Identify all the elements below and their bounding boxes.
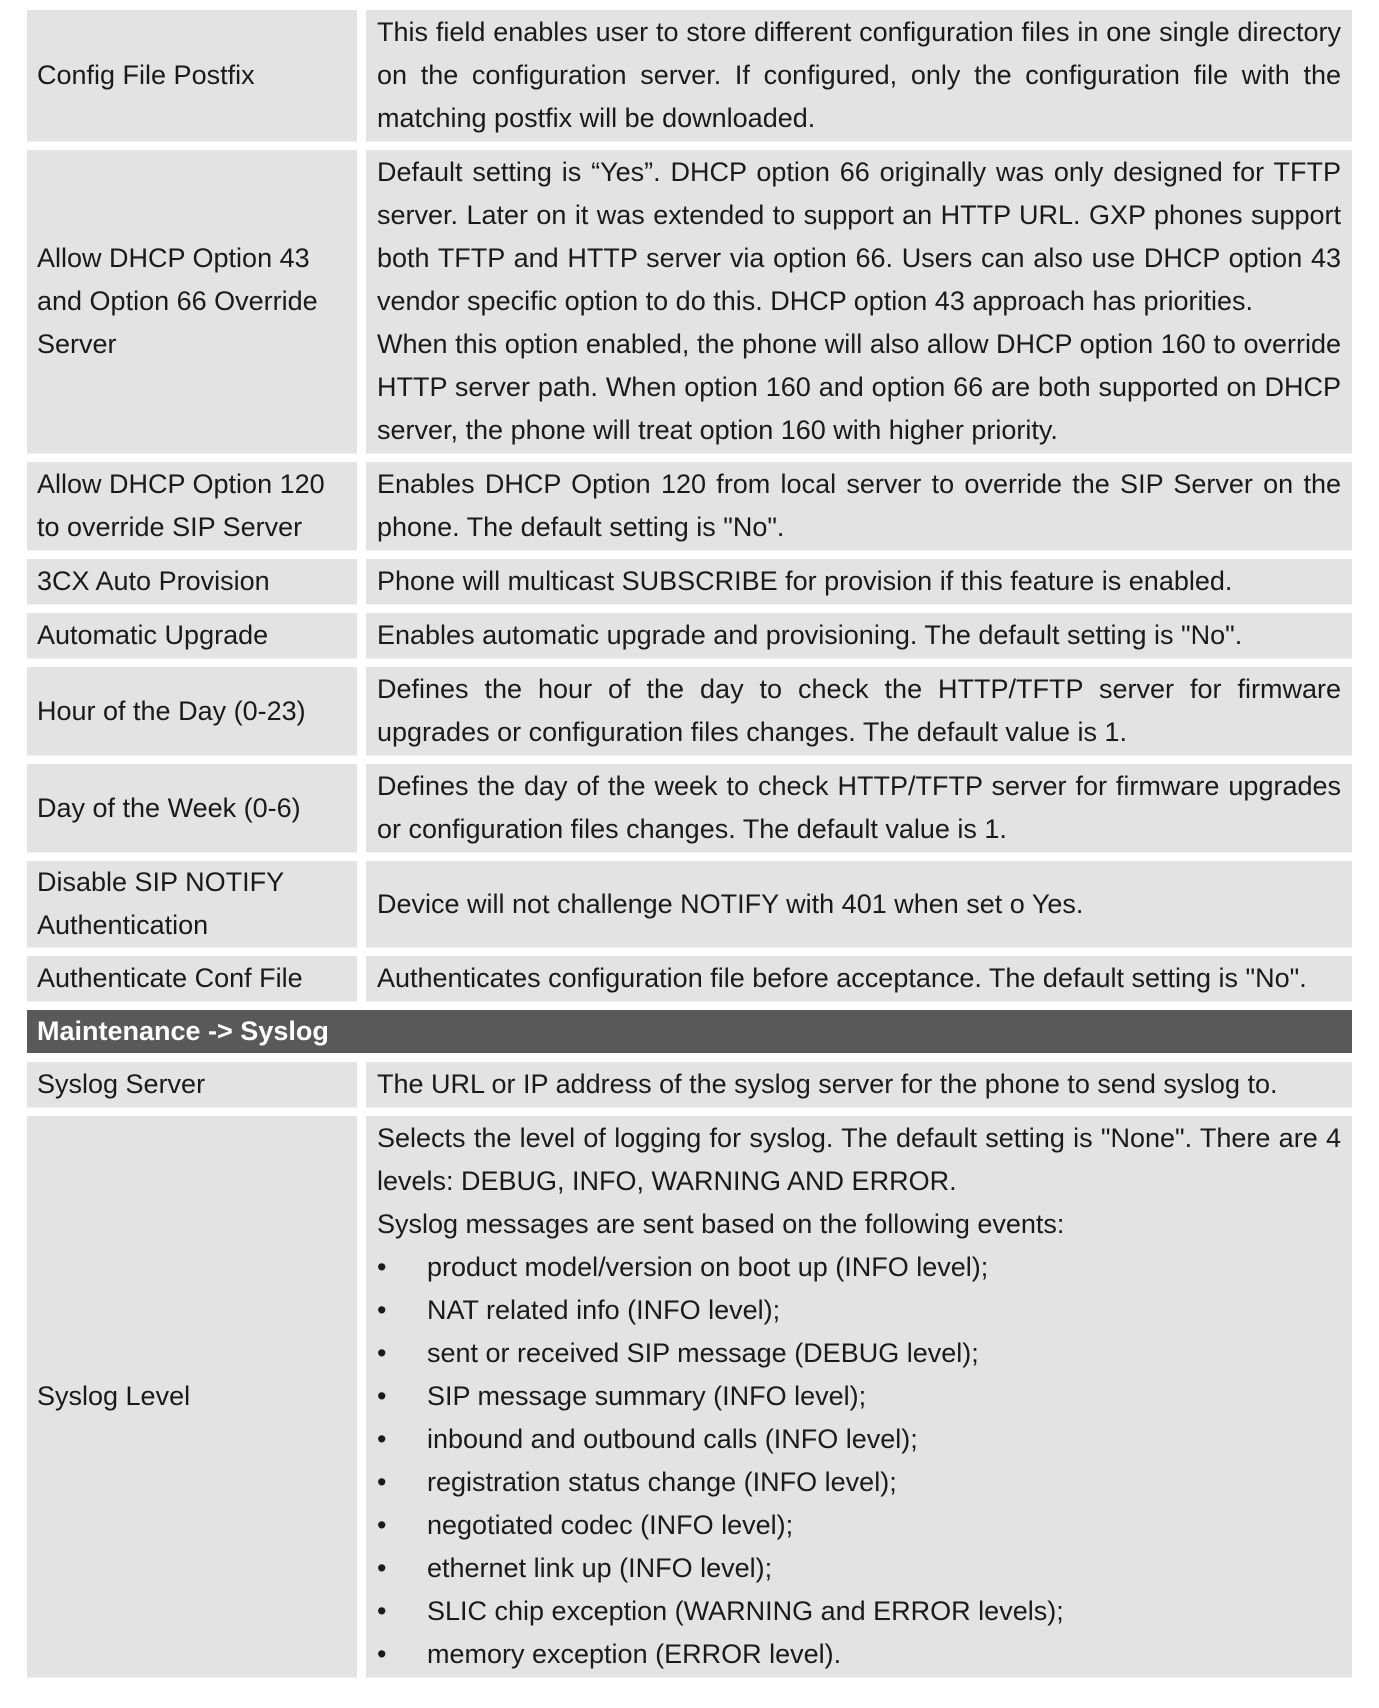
list-item: • product model/version on boot up (INFO level);: [377, 1246, 1341, 1289]
list-item: • sent or received SIP message (DEBUG level);: [377, 1332, 1341, 1375]
table-row: [27, 613, 1352, 658]
row-label: Day of the Week (0-6): [27, 764, 357, 852]
bullet-icon: •: [377, 1553, 387, 1583]
row-label: Syslog Server: [27, 1062, 357, 1107]
syslog-events-intro: Syslog messages are sent based on the following events:: [377, 1209, 1065, 1239]
section-header: Maintenance -> Syslog: [27, 1010, 1352, 1053]
list-item: • registration status change (INFO level);: [377, 1461, 1341, 1504]
row-description: Authenticates configuration file before acceptance. The default setting is "No".: [366, 956, 1352, 1001]
list-item: • negotiated codec (INFO level);: [377, 1504, 1341, 1547]
syslog-level-intro: Selects the level of logging for syslog. The default setting is "None". There are 4 levels: DEBUG, INFO, WARNING AND ERROR.: [377, 1123, 1341, 1196]
bullet-icon: •: [377, 1338, 387, 1368]
table-row: [27, 956, 1352, 1001]
table-row: [27, 462, 1352, 550]
bullet-icon: •: [377, 1510, 387, 1540]
row-label: Syslog Level: [27, 1116, 357, 1677]
list-item: • memory exception (ERROR level).: [377, 1633, 1341, 1676]
bullet-icon: •: [377, 1639, 387, 1669]
row-label: Config File Postfix: [27, 10, 357, 141]
list-item: • SLIC chip exception (WARNING and ERROR levels);: [377, 1590, 1341, 1633]
row-label: Hour of the Day (0-23): [27, 667, 357, 755]
row-description: Defines the day of the week to check HTTP/TFTP server for firmware upgrades or configuration files changes. The default value is 1.: [366, 764, 1352, 852]
table-row: [27, 1116, 1352, 1677]
table-row: [27, 10, 1352, 141]
row-description: Default setting is “Yes”. DHCP option 66 originally was only designed for TFTP server. Later on it was extended to support an HTTP URL. GXP phones support both TFTP and HTTP server via option 66. Users can also use DHCP option 43 vendor specific option to do this. DHCP option 43 approach has priorities. When this option enabled, the phone will also allow DHCP option 160 to override HTTP server path. When option 160 and option 66 are both supported on DHCP server, the phone will treat option 160 with higher priority.: [366, 150, 1352, 453]
list-item: • NAT related info (INFO level);: [377, 1289, 1341, 1332]
row-description: Enables DHCP Option 120 from local server to override the SIP Server on the phone. The default setting is "No".: [366, 462, 1352, 550]
table-row: [27, 559, 1352, 604]
bullet-icon: •: [377, 1467, 387, 1497]
bullet-icon: •: [377, 1424, 387, 1454]
table-row: [27, 861, 1352, 947]
list-item: • SIP message summary (INFO level);: [377, 1375, 1341, 1418]
list-item: • inbound and outbound calls (INFO level);: [377, 1418, 1341, 1461]
syslog-events-list: [377, 1246, 1341, 1676]
row-label: Authenticate Conf File: [27, 956, 357, 1001]
bullet-icon: •: [377, 1252, 387, 1282]
row-description: This field enables user to store different configuration files in one single directory on the configuration server. If configured, only the configuration file with the matching postfix will be downloaded.: [366, 10, 1352, 141]
row-description: Phone will multicast SUBSCRIBE for provision if this feature is enabled.: [366, 559, 1352, 604]
row-label: Allow DHCP Option 43 and Option 66 Override Server: [27, 150, 357, 453]
table-row: [27, 667, 1352, 755]
row-label: 3CX Auto Provision: [27, 559, 357, 604]
row-label: Automatic Upgrade: [27, 613, 357, 658]
list-item: • ethernet link up (INFO level);: [377, 1547, 1341, 1590]
bullet-icon: •: [377, 1381, 387, 1411]
row-description: Enables automatic upgrade and provisioning. The default setting is "No".: [366, 613, 1352, 658]
table-row: [27, 1062, 1352, 1107]
row-description: Device will not challenge NOTIFY with 401 when set o Yes.: [366, 861, 1352, 947]
row-label: Disable SIP NOTIFY Authentication: [27, 861, 357, 947]
table-row: [27, 764, 1352, 852]
row-label: Allow DHCP Option 120 to override SIP Server: [27, 462, 357, 550]
bullet-icon: •: [377, 1295, 387, 1325]
table-row: [27, 150, 1352, 453]
bullet-icon: •: [377, 1596, 387, 1626]
settings-table: [27, 10, 1352, 1686]
row-description: The URL or IP address of the syslog server for the phone to send syslog to.: [366, 1062, 1352, 1107]
row-description: [366, 1116, 1352, 1677]
row-description: Defines the hour of the day to check the HTTP/TFTP server for firmware upgrades or configuration files changes. The default value is 1.: [366, 667, 1352, 755]
